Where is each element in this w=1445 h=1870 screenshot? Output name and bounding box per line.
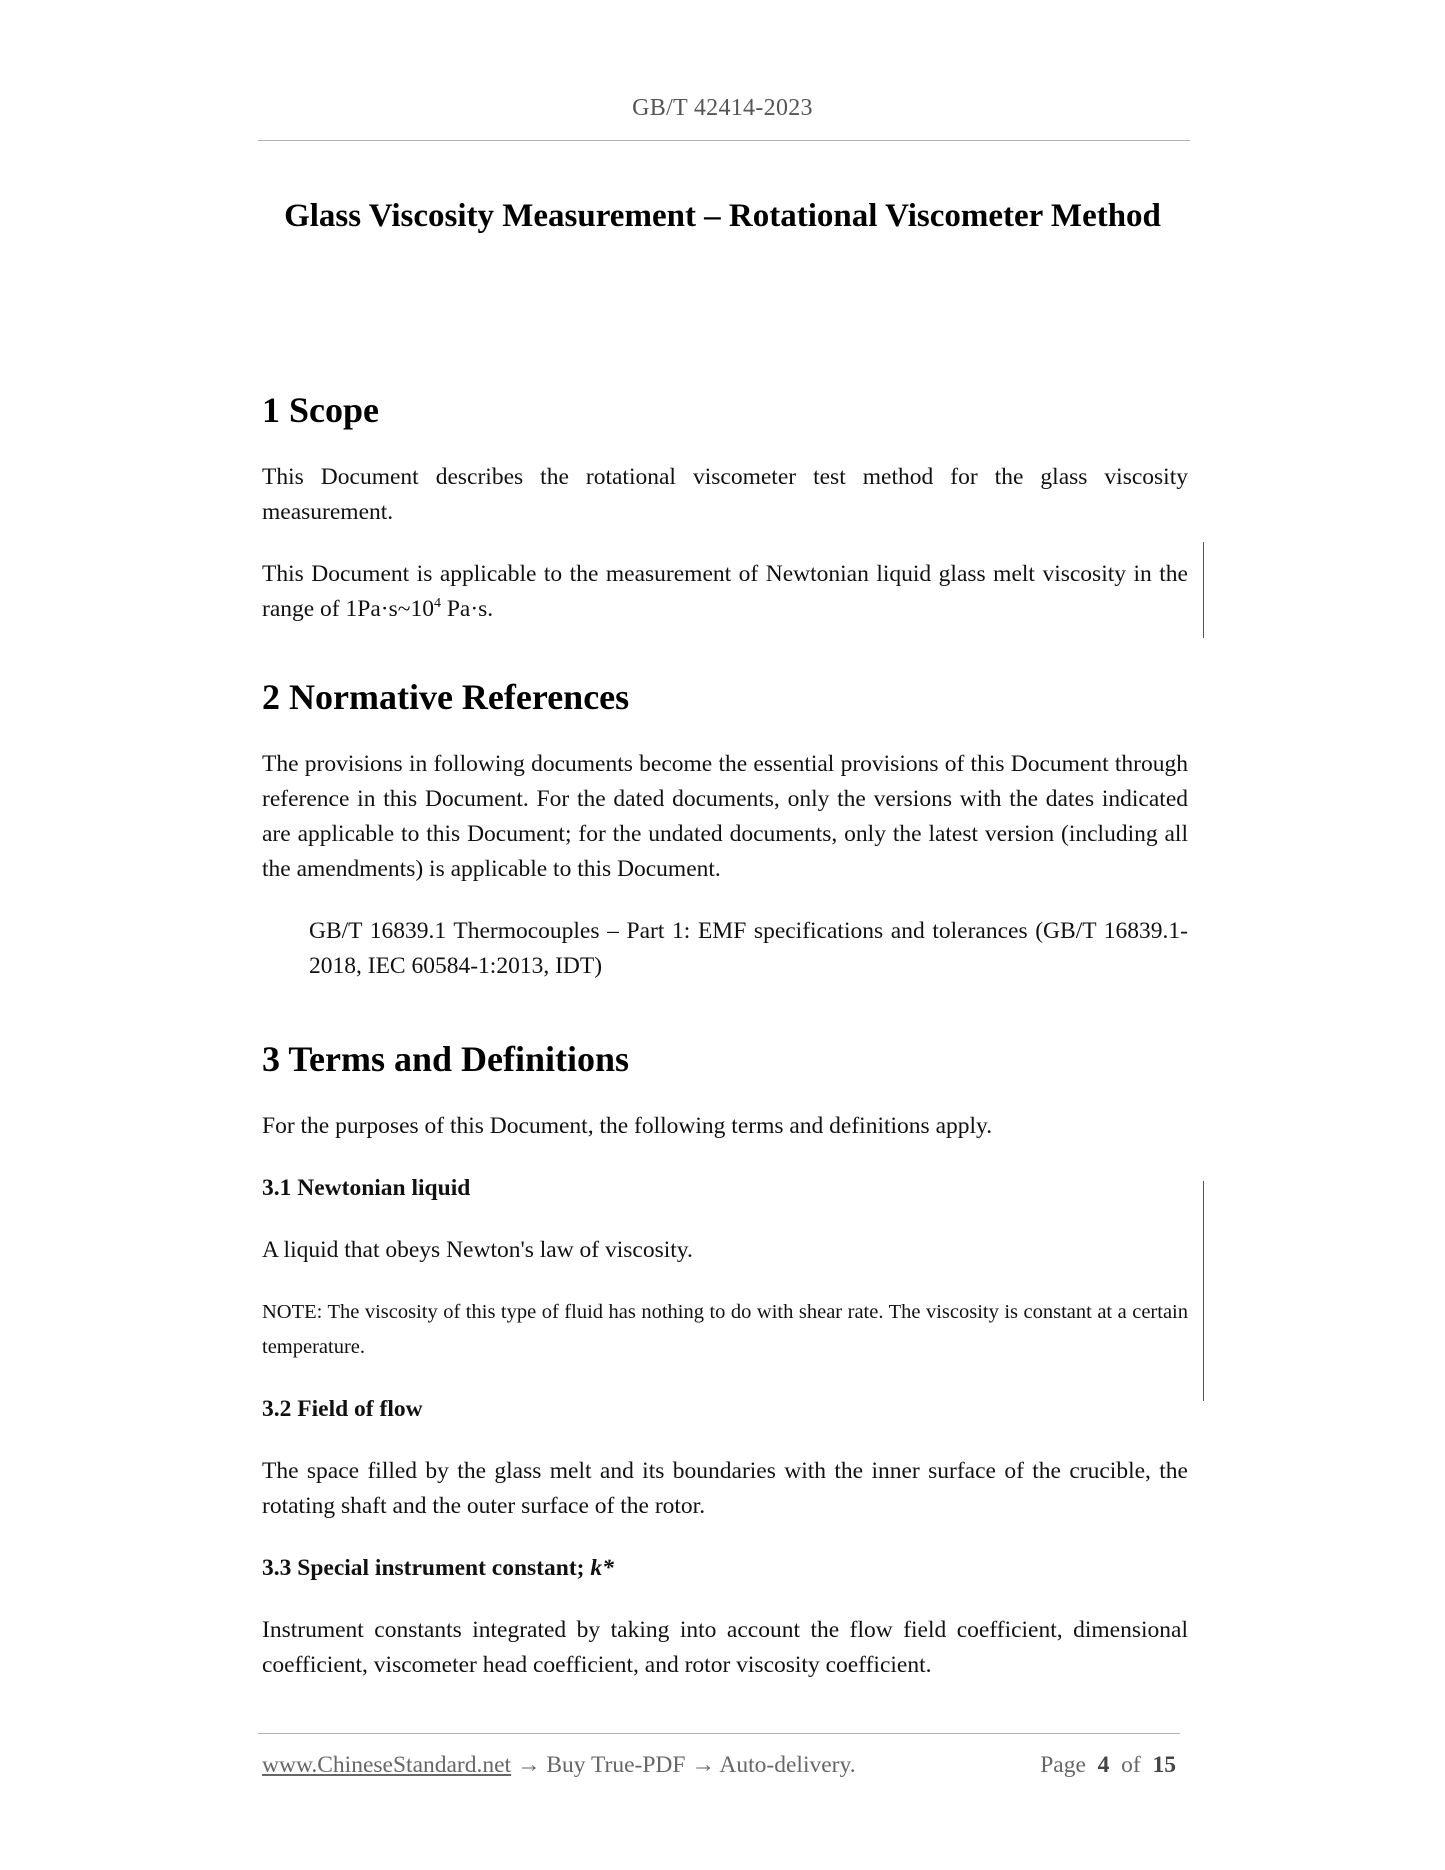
current-page: 4 [1097, 1752, 1110, 1778]
page-number [1040, 1752, 1176, 1779]
section-heading-terms-and-definitions: 3 Terms and Definitions [262, 1039, 630, 1079]
note: NOTE: The viscosity of this type of fluid has nothing to do with shear rate. The viscosity is constant at a certain temperature. [262, 1301, 1188, 1358]
term-heading-text: 3.3 Special instrument constant; [262, 1555, 591, 1581]
paragraph [262, 557, 1188, 627]
term-definition: Instrument constants integrated by taking into account the flow field coefficient, dimensional coefficient, viscometer head coefficient, and rotor viscosity coefficient. [262, 1617, 1188, 1678]
of-label: of [1121, 1752, 1141, 1778]
superscript: 4 [433, 596, 441, 611]
total-pages: 15 [1152, 1752, 1176, 1778]
header-divider [258, 140, 1190, 141]
paragraph: The provisions in following documents become the essential provisions of this Document through reference in this Document. For the dated documents, only the versions with the dates indicated are applicable to this Document; for the undated documents, only the latest version (including all the amendments) is applicable to this Document. [262, 751, 1188, 882]
term-definition: The space filled by the glass melt and its boundaries with the inner surface of the crucible, the rotating shaft and the outer surface of the rotor. [262, 1458, 1188, 1519]
site-link[interactable]: www.ChineseStandard.net [262, 1752, 512, 1778]
paragraph: For the purposes of this Document, the following terms and definitions apply. [262, 1113, 993, 1139]
term-heading: 3.1 Newtonian liquid [262, 1175, 471, 1201]
delivery-text: Auto-delivery. [719, 1752, 856, 1778]
term-symbol: k* [590, 1555, 614, 1581]
term-heading: 3.2 Field of flow [262, 1396, 423, 1422]
footer-divider [258, 1733, 1180, 1734]
buy-text: Buy True-PDF [546, 1752, 686, 1778]
footer-promo [262, 1752, 856, 1779]
paragraph-text: Pa·s. [440, 596, 494, 622]
term-heading [262, 1551, 1188, 1586]
reference-item: GB/T 16839.1 Thermocouples – Part 1: EMF specifications and tolerances (GB/T 16839.1-2018, IEC 60584-1:2013, IDT) [309, 918, 1188, 979]
section-heading-scope: 1 Scope [262, 390, 379, 430]
page-label: Page [1040, 1752, 1086, 1778]
change-bar [1203, 1181, 1204, 1401]
document-body [262, 380, 1188, 1683]
section-heading-normative-references: 2 Normative References [262, 677, 630, 717]
change-bar [1203, 542, 1204, 638]
header-doc-id: GB/T 42414-2023 [632, 95, 813, 121]
term-definition: A liquid that obeys Newton's law of viscosity. [262, 1237, 693, 1263]
arrow-icon: → [691, 1752, 715, 1778]
paragraph-text: This Document is applicable to the measurement of Newtonian liquid glass melt viscosity in the range of 1Pa·s~10 [262, 561, 1188, 622]
paragraph: This Document describes the rotational viscometer test method for the glass viscosity measurement. [262, 464, 1188, 525]
document-title: Glass Viscosity Measurement – Rotational Viscometer Method [284, 198, 1161, 234]
arrow-icon: → [516, 1752, 541, 1778]
